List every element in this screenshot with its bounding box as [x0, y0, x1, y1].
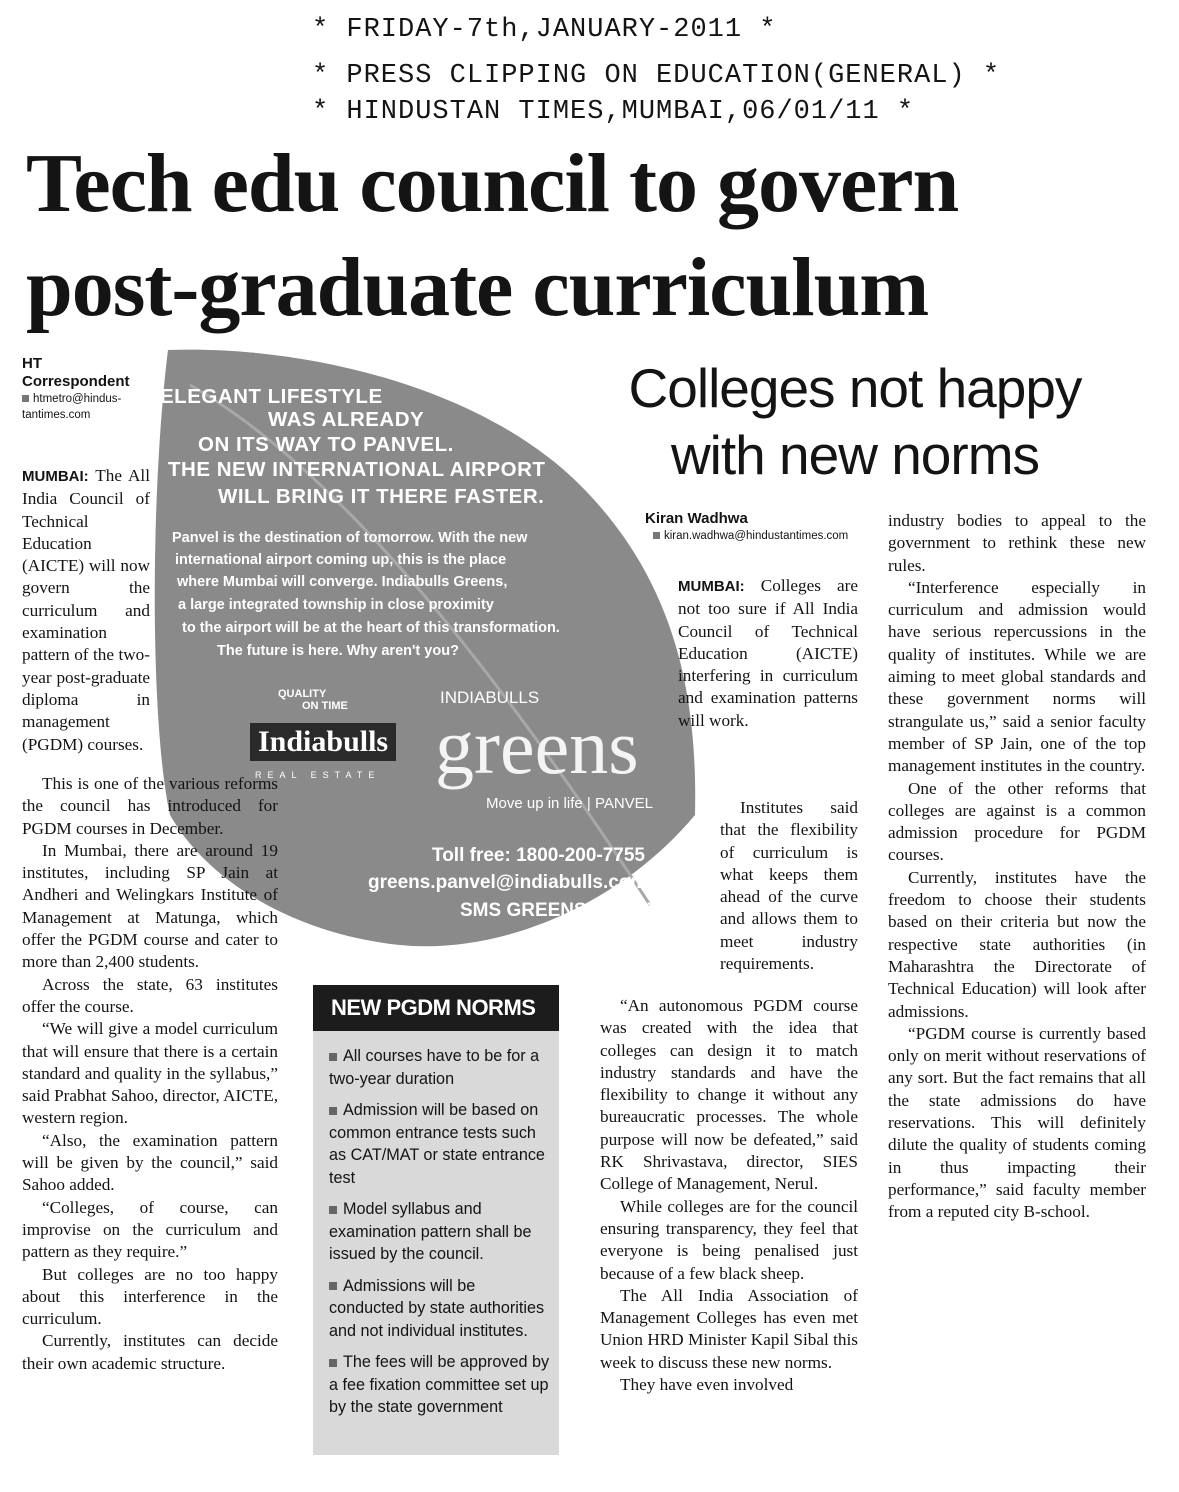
story2-column-1-wide [600, 995, 858, 1396]
norm-item: Admission will be based on common entrance tests such as CAT/MAT or state entrance test [329, 1101, 545, 1187]
story1-column-cont [22, 773, 278, 1375]
main-headline-line2: post-graduate curriculum [26, 241, 929, 334]
ad-headline-2: WAS ALREADY [268, 408, 425, 431]
ad-body-4: a large integrated township in close proximity [178, 597, 494, 613]
story1-column [22, 465, 150, 756]
ad-tagline: Move up in life | PANVEL [486, 795, 654, 812]
story2-column-1-narrow [720, 797, 858, 975]
story2-col2-paragraph-1: industry bodies to appeal to the government to rethink these new rules. [888, 511, 1146, 575]
story2-column-2 [888, 510, 1146, 1224]
ad-email: greens.panvel@indiabulls.com [368, 872, 648, 893]
story1-paragraph-8: But colleges are no too happy about this interference in the curriculum. [22, 1264, 278, 1329]
story1-paragraph-4: Across the state, 63 institutes offer the course. [22, 974, 278, 1016]
clipping-source-stamp: * HINDUSTAN TIMES,MUMBAI,06/01/11 * [312, 97, 915, 127]
bullet-icon [329, 1206, 337, 1214]
clipping-date-stamp: * FRIDAY-7th,JANUARY-2011 * [312, 15, 777, 45]
bullet-icon [329, 1359, 337, 1367]
story2-column-1 [678, 575, 858, 732]
story1-paragraph-6: “Also, the examination pattern will be given by the council,” said Sahoo added. [22, 1130, 278, 1195]
ad-body-6: The future is here. Why aren't you? [217, 643, 459, 659]
ad-brand-sub: REAL ESTATE [255, 770, 381, 780]
ad-brand-logo: Indiabulls [250, 723, 396, 761]
story1-paragraph-9: Currently, institutes can decide their own academic structure. [22, 1331, 278, 1373]
story2-headline-line1: Colleges not happy [628, 357, 1082, 419]
ad-headline-3: ON ITS WAY TO PANVEL. [198, 433, 454, 456]
ad-headline-5: WILL BRING IT THERE FASTER. [218, 485, 545, 508]
story2-byline: Kiran Wadhwa kiran.wadhwa@hindustantimes.com [645, 510, 849, 542]
ad-product-name: greens [435, 703, 639, 790]
norm-item: All courses have to be for a two-year duration [329, 1047, 540, 1088]
ad-tollfree: Toll free: 1800-200-7755 [432, 845, 645, 866]
box-title: NEW PGDM NORMS [313, 985, 559, 1031]
story2-col2-paragraph-5: “PGDM course is currently based only on merit without reservations of any sort. But the fact remains that all the state admissions do have reservations. This will definitely dilute the quality of students coming in thus impacting their performance,” said faculty member from a reputed city B-school. [888, 1023, 1146, 1222]
story1-paragraph-7: “Colleges, of course, can improvise on the curriculum and pattern as they require.” [22, 1197, 278, 1262]
main-headline-line1: Tech edu council to govern [26, 137, 959, 230]
bullet-icon [329, 1282, 337, 1290]
story2-col2-paragraph-4: Currently, institutes have the freedom to choose their students based on their criteria but now the respective state authorities (in Maharashtra the Directorate of Technical Education) will look after admissions. [888, 867, 1146, 1021]
story1-byline: HT Correspondent htmetro@hindus- tantimes.com [22, 355, 130, 421]
email-icon [22, 395, 29, 402]
story2-col1-paragraph-6: They have even involved [620, 1375, 794, 1395]
ad-body-5: to the airport will be at the heart of this transformation. [182, 620, 560, 636]
story1-paragraph-5: “We will give a model curriculum that will ensure that there is a certain standard and quality in the syllabus,” said Prabhat Sahoo, director, AICTE, western region. [22, 1019, 278, 1128]
norms-list [329, 1045, 551, 1428]
bullet-icon [329, 1107, 337, 1115]
email-icon [653, 532, 660, 539]
ad-headline-4: THE NEW INTERNATIONAL AIRPORT [168, 458, 546, 481]
ad-quality-mark: QUALITY ON TIME [278, 688, 348, 712]
story2-col1-paragraph-4: While colleges are for the council ensuring transparency, they feel that everyone is being penalised just because of a few black sheep. [600, 1196, 858, 1283]
story2-col2-paragraph-3: One of the other reforms that colleges are against is a common admission procedure for PGDM courses. [888, 778, 1146, 865]
story1-paragraph-2: This is one of the various reforms the council has introduced for PGDM courses in December. [22, 774, 278, 838]
norm-item: Model syllabus and examination pattern shall be issued by the council. [329, 1200, 532, 1263]
story2-col1-paragraph-3: “An autonomous PGDM course was created with the idea that colleges can design it to match industry standards and have the flexibility to change it without any bureaucratic processes. The whole purpose will now be defeated,” said RK Shrivastava, director, SIES College of Management, Nerul. [600, 996, 858, 1194]
ad-body-2: international airport coming up, this is the place [175, 552, 507, 568]
ad-brand-small: INDIABULLS [440, 688, 540, 707]
norm-item: Admissions will be conducted by state authorities and not individual institutes. [329, 1276, 545, 1340]
story2-col1-paragraph-1: MUMBAI: Colleges are not too sure if All India Council of Technical Education (AICTE) interfering in curriculum and examination patterns will work. [678, 576, 858, 730]
story2-col1-paragraph-2: Institutes said that the flexibility of curriculum is what keeps them ahead of the curve and allows them to meet industry requirements. [720, 798, 858, 974]
clipping-category-stamp: * PRESS CLIPPING ON EDUCATION(GENERAL) * [312, 61, 1001, 91]
ad-body-1: Panvel is the destination of tomorrow. With the new [172, 530, 528, 546]
ad-body-3: where Mumbai will converge. Indiabulls Greens, [177, 574, 508, 590]
story1-paragraph-1: MUMBAI: The All India Council of Technical Education (AICTE) will now govern the curriculum and examination pattern of the two-year post-graduate diploma in management (PGDM) courses. [22, 466, 150, 754]
story1-paragraph-3: In Mumbai, there are around 19 institutes, including SP Jain at Andheri and Welingkars Institute of Management at Matunga, which offer the PGDM course and cater to more than 2,400 students. [22, 840, 278, 972]
ad-sms: SMS GREENS to 56677 [460, 900, 669, 921]
story2-headline-line2: with new norms [670, 424, 1040, 486]
ad-headline-1: ELEGANT LIFESTYLE [160, 385, 383, 408]
story2-col2-paragraph-2: “Interference especially in curriculum and admission would have serious repercussions in the quality of institutes. While we are aiming to meet global standards and these government norms will strangulate us,” said a senior faculty member of SP Jain, one of the top management institutes in the country. [888, 577, 1146, 776]
bullet-icon [329, 1053, 337, 1061]
new-pgdm-norms-box [313, 985, 559, 1455]
norm-item: The fees will be approved by a fee fixation committee set up by the state government [329, 1353, 550, 1416]
story2-col1-paragraph-5: The All India Association of Management Colleges has even met Union HRD Minister Kapil Sibal this week to discuss these new norms. [600, 1285, 858, 1372]
